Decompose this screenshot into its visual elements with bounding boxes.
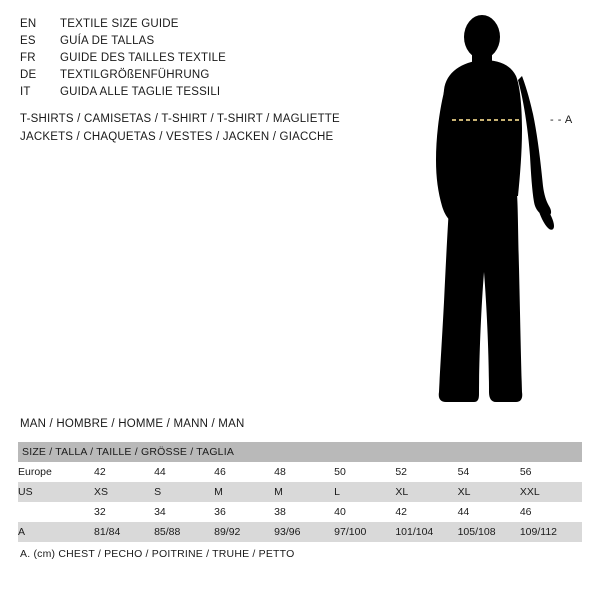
language-row xyxy=(20,67,400,84)
table-row xyxy=(18,482,582,502)
table-cell: 42 xyxy=(94,462,154,482)
category-block xyxy=(20,110,440,146)
table-cell: 52 xyxy=(395,462,457,482)
table-row xyxy=(18,502,582,522)
table-cell: 109/112 xyxy=(520,522,582,542)
table-title: MAN / HOMBRE / HOMME / MANN / MAN xyxy=(20,418,245,430)
table-cell: 50 xyxy=(334,462,395,482)
table-cell: 36 xyxy=(214,502,274,522)
row-label xyxy=(18,502,94,522)
table-cell: XL xyxy=(458,482,520,502)
table-cell: M xyxy=(214,482,274,502)
language-title: GUIDE DES TAILLES TEXTILE xyxy=(60,52,227,64)
measure-dash: - - xyxy=(550,114,562,126)
table-cell: M xyxy=(274,482,334,502)
table-row xyxy=(18,462,582,482)
measure-letter: A xyxy=(564,114,573,126)
language-title: GUÍA DE TALLAS xyxy=(60,35,155,47)
table-cell: 101/104 xyxy=(395,522,457,542)
table-cell: 38 xyxy=(274,502,334,522)
row-label: Europe xyxy=(18,462,94,482)
table-cell: XS xyxy=(94,482,154,502)
size-table xyxy=(18,442,582,542)
category-line-jackets: JACKETS / CHAQUETAS / VESTES / JACKEN / GIACCHE xyxy=(20,131,334,143)
language-row xyxy=(20,16,400,33)
table-header-row xyxy=(18,442,582,462)
table-cell: L xyxy=(334,482,395,502)
table-cell: 40 xyxy=(334,502,395,522)
table-cell: 85/88 xyxy=(154,522,214,542)
table-cell: 81/84 xyxy=(94,522,154,542)
language-code: EN xyxy=(20,18,37,30)
table-cell: 89/92 xyxy=(214,522,274,542)
silhouette-svg xyxy=(400,10,600,410)
measure-label-a xyxy=(550,114,573,126)
footnote-chest-measure: A. (cm) CHEST / PECHO / POITRINE / TRUHE / PETTO xyxy=(20,548,295,560)
table-cell: 46 xyxy=(214,462,274,482)
language-row xyxy=(20,50,400,67)
table-cell: 56 xyxy=(520,462,582,482)
language-title: TEXTILGRÖßENFÜHRUNG xyxy=(60,69,210,81)
table-cell: 42 xyxy=(395,502,457,522)
language-code: IT xyxy=(20,86,31,98)
table-cell: 44 xyxy=(458,502,520,522)
row-label: US xyxy=(18,482,94,502)
language-code: ES xyxy=(20,35,36,47)
body-silhouette-figure xyxy=(400,10,600,410)
table-cell: XXL xyxy=(520,482,582,502)
category-line-tshirts: T-SHIRTS / CAMISETAS / T-SHIRT / T-SHIRT / MAGLIETTE xyxy=(20,113,340,125)
table-header-label: SIZE / TALLA / TAILLE / GRÖSSE / TAGLIA xyxy=(18,442,582,462)
language-row xyxy=(20,84,400,101)
table-cell: 44 xyxy=(154,462,214,482)
table-cell: 34 xyxy=(154,502,214,522)
table-cell: 105/108 xyxy=(458,522,520,542)
language-code: FR xyxy=(20,52,36,64)
table-cell: 48 xyxy=(274,462,334,482)
table-cell: XL xyxy=(395,482,457,502)
table-cell: S xyxy=(154,482,214,502)
table-cell: 46 xyxy=(520,502,582,522)
language-header-block xyxy=(20,16,400,101)
language-title: TEXTILE SIZE GUIDE xyxy=(60,18,179,30)
table-cell: 32 xyxy=(94,502,154,522)
language-row xyxy=(20,33,400,50)
table-cell: 93/96 xyxy=(274,522,334,542)
row-label: A xyxy=(18,522,94,542)
table-cell: 97/100 xyxy=(334,522,395,542)
table-cell: 54 xyxy=(458,462,520,482)
language-code: DE xyxy=(20,69,37,81)
language-title: GUIDA ALLE TAGLIE TESSILI xyxy=(60,86,221,98)
table-row xyxy=(18,522,582,542)
